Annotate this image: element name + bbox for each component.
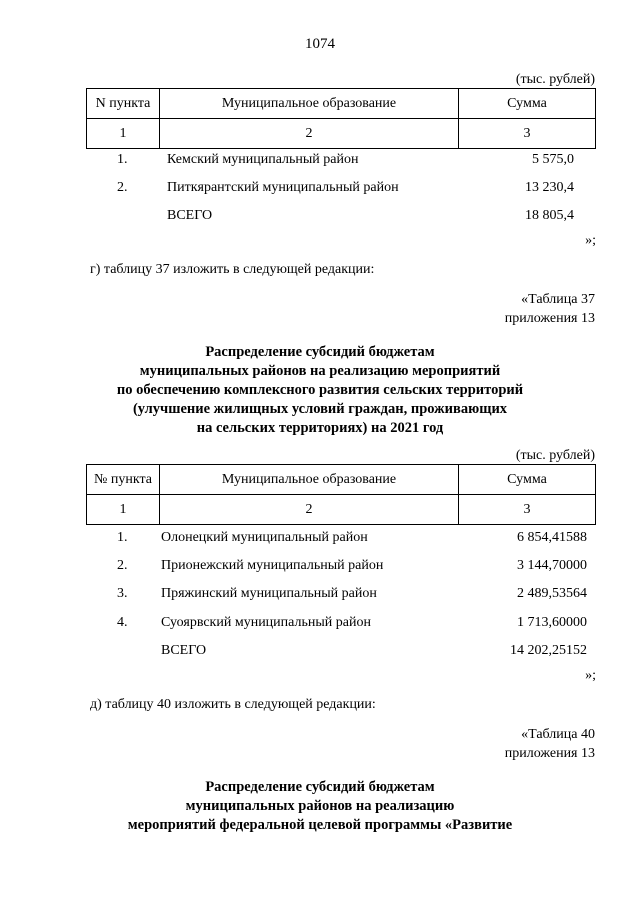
row-number: 2. [117, 180, 128, 195]
unit-label: (тыс. рублей) [515, 448, 595, 463]
heading-line: Распределение субсидий бюджетам [205, 779, 435, 795]
row-municipality: Питкярантский муниципальный район [167, 180, 399, 195]
table-reference: «Таблица 40 [521, 727, 595, 742]
row-municipality: Пряжинский муниципальный район [161, 586, 377, 601]
row-amount: 13 230,4 [525, 180, 574, 195]
row-municipality: Кемский муниципальный район [167, 152, 359, 167]
header-col-amount: Сумма [459, 465, 596, 495]
header-col-number: N пункта [87, 89, 160, 119]
heading-line: по обеспечению комплексного развития сельских территорий [116, 382, 524, 398]
page-number: 1074 [305, 36, 335, 52]
index-col-1: 1 [87, 495, 160, 525]
row-municipality: Прионежский муниципальный район [161, 558, 384, 573]
row-number: 1. [117, 530, 128, 545]
table2-header [86, 464, 596, 525]
row-municipality: Суоярвский муниципальный район [161, 615, 371, 630]
row-amount: 3 144,70000 [517, 558, 587, 573]
heading-line: (улучшение жилищных условий граждан, проживающих [132, 401, 508, 417]
section-heading [0, 343, 640, 438]
index-col-3: 3 [459, 495, 596, 525]
header-col-amount: Сумма [459, 89, 596, 119]
table1-header [86, 88, 596, 149]
index-col-1: 1 [87, 119, 160, 149]
appendix-reference: приложения 13 [504, 746, 595, 761]
header-col-municipality: Муниципальное образование [160, 465, 459, 495]
index-col-2: 2 [160, 495, 459, 525]
heading-line: Распределение субсидий бюджетам [205, 344, 435, 360]
appendix-reference: приложения 13 [504, 311, 595, 326]
total-label: ВСЕГО [161, 643, 207, 658]
amendment-paragraph: д) таблицу 40 изложить в следующей редакции: [90, 697, 376, 712]
section-heading [0, 778, 640, 835]
index-col-2: 2 [160, 119, 459, 149]
heading-line: муниципальных районов на реализацию мероприятий [139, 363, 501, 379]
header-col-municipality: Муниципальное образование [160, 89, 459, 119]
heading-line: на сельских территориях) на 2021 год [196, 420, 444, 436]
table-reference: «Таблица 37 [521, 292, 595, 307]
closing-quote: »; [585, 233, 596, 248]
row-number: 1. [117, 152, 128, 167]
amendment-paragraph: г) таблицу 37 изложить в следующей редакции: [90, 262, 375, 277]
row-number: 3. [117, 586, 128, 601]
total-label: ВСЕГО [167, 208, 213, 223]
heading-line: муниципальных районов на реализацию [185, 798, 455, 814]
row-amount: 6 854,41588 [517, 530, 587, 545]
row-municipality: Олонецкий муниципальный район [161, 530, 368, 545]
closing-quote: »; [585, 668, 596, 683]
header-col-number: № пункта [87, 465, 160, 495]
total-amount: 18 805,4 [525, 208, 574, 223]
row-amount: 2 489,53564 [517, 586, 587, 601]
row-number: 2. [117, 558, 128, 573]
unit-label: (тыс. рублей) [515, 72, 595, 87]
row-amount: 5 575,0 [532, 152, 574, 167]
row-number: 4. [117, 615, 128, 630]
row-amount: 1 713,60000 [517, 615, 587, 630]
index-col-3: 3 [459, 119, 596, 149]
total-amount: 14 202,25152 [510, 643, 587, 658]
heading-line: мероприятий федеральной целевой программы «Развитие [127, 817, 513, 833]
